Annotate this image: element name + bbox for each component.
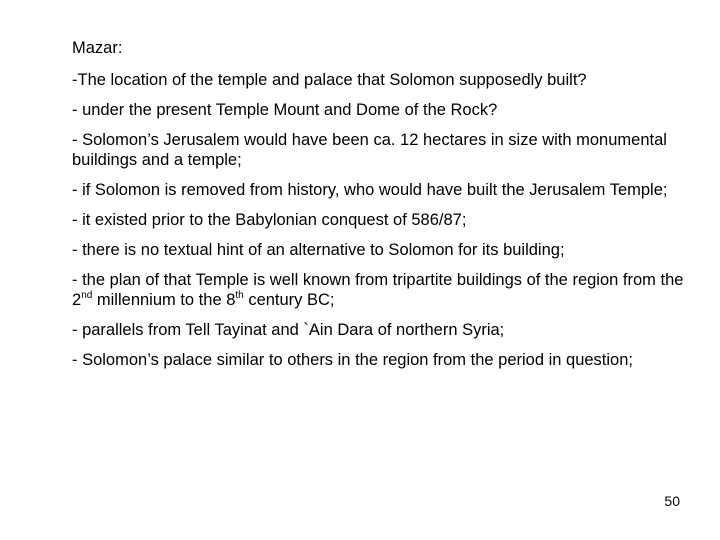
slide-heading — [72, 38, 692, 58]
bullet-item: -The location of the temple and palace that Solomon supposedly built? — [72, 71, 587, 89]
bullet-item — [72, 270, 692, 310]
ordinal-superscript: th — [235, 289, 244, 301]
slide-content — [72, 38, 692, 380]
page-number: 50 — [664, 493, 680, 509]
bullet-item: - there is no textual hint of an alternative to Solomon for its building; — [72, 241, 565, 259]
bullet-item: - if Solomon is removed from history, who would have built the Jerusalem Temple; — [72, 181, 668, 199]
bullet-text-part: century BC; — [243, 291, 335, 309]
bullet-item: - parallels from Tell Tayinat and `Ain Dara of northern Syria; — [72, 321, 505, 339]
bullet-item: - under the present Temple Mount and Dome of the Rock? — [72, 101, 498, 119]
ordinal-superscript: nd — [81, 289, 93, 301]
bullet-item: - Solomon’s Jerusalem would have been ca. 12 hectares in size with monumental buildings and a temple; — [72, 131, 667, 169]
bullet-item: - it existed prior to the Babylonian conquest of 586/87; — [72, 211, 467, 229]
heading-suffix: : — [117, 39, 123, 57]
bullet-item: - Solomon’s palace similar to others in the region from the period in question; — [72, 351, 633, 369]
bullet-text-part: - the plan of that Temple is well known from tripartite buildings of the region from the 2 — [72, 271, 684, 309]
heading-label: Mazar — [72, 39, 118, 57]
bullet-text-part: millennium to the 8 — [92, 291, 236, 309]
